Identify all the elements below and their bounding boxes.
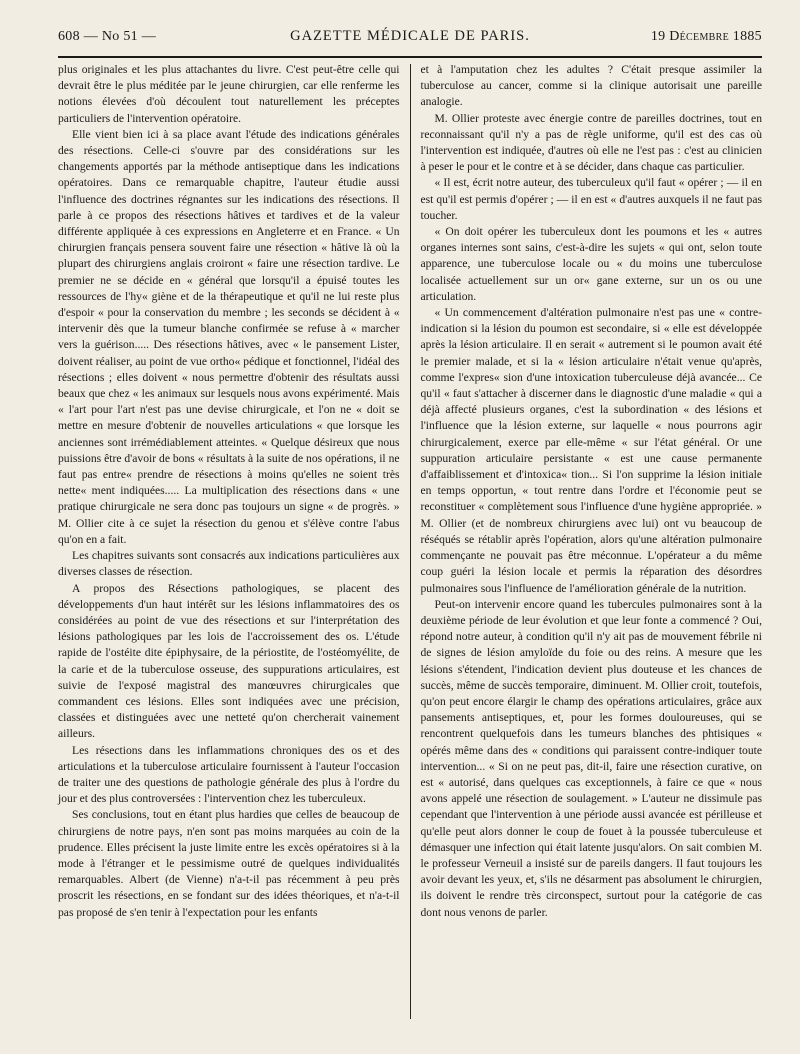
paragraph: « Il est, écrit notre auteur, des tuberculeux qu'il faut « opérer ; — il en est qu'il est permis d'opérer ; — il en est « d'autres auxquels il ne faut pas toucher. — [420, 176, 763, 222]
paragraph: Elle vient bien ici à sa place avant l'étude des indications générales des résections. Celle-ci s'ouvre par des considérations sur les changements apportés par la méthode antiseptique dans les indications opératoires. Dans ce remarquable chapitre, l'auteur étudie aussi l'influence des doctrines régnantes sur les indications des résections. Il parle à ce propos des résections hâtives et tardives et de la valeur différente appliquée à ces expressions en Angleterre et en France. « Un chirurgien français pensera souvent faire une résection « hâtive là où la plupart des chirurgiens anglais croiront « faire une résection tardive. Le premier ne se décide en « général que lorsqu'il a épuisé toutes les ressources de l'hy« giène et de la thérapeutique et qu'il ne lui reste plus d'espoir « pour la conservation du membre ; les seconds se décident à « intervenir dès que la tumeur blanche confirmée se refuse à « marcher vers la guérison..... Des résections hâtives, avec « le pansement Lister, doivent réaliser, au point de vue ortho« pédique et fonctionnel, l'idéal des résections ; elles doivent « nous permettre d'obtenir des résultats aussi beaux que chez « les animaux sur lesquels nous avons expérimenté. Mais « l'art pour l'art n'est pas une devise chirurgicale, et l'on ne « doit se mettre en mesure d'obtenir de nouvelles articulations « que lorsque les anciennes sont irrémédiablement atteintes. « Quelque désireux que nous puissions être d'avoir de bons « résultats à la suite de nos opérations, il ne faut pas entre« prendre de résections à moins qu'elles ne soient très nette« ment indiquées..... La multiplication des résections dans « une pratique chirurgicale ne sera donc pas toujours un signe « de progrès. » M. Ollier cite à ce sujet la résection du genou et s'élève contre l'abus qu'on en a fait. — [58, 127, 400, 546]
paragraph: Les chapitres suivants sont consacrés aux indications particulières aux diverses classes de résection. — [58, 549, 400, 579]
header-left — [58, 29, 238, 45]
page-number: 608 — [58, 29, 80, 44]
paragraph: A propos des Résections pathologiques, se placent des développements d'un haut intérêt sur les lésions inflammatoires des os considérées au point de vue des résections et sur l'interprétation des lésions pathologiques par les lois de l'accroissement des os. L'étude rapide de l'ostéite dite épiphysaire, de la périostite, de l'ostéomyélite, de la carie et de la tuberculose osseuse, des suppurations articulaires, est suivie de l'exposé magistral des manœuvres chirurgicales que commandent ces lésions. Elles sont indiquées avec une précision, classées et distinguées avec une netteté qu'on chercherait vainement ailleurs. — [58, 581, 400, 741]
issue-number: — No 51 — — [83, 29, 157, 44]
left-column — [58, 62, 400, 1019]
paragraph: « On doit opérer les tuberculeux dont les poumons et les « autres organes internes sont sains, c'est-à-dire les sujets « qui ont, selon toute apparence, une tuberculose locale ou « du moins une tuberculose localisée actuellement sur un or« gane externe, sur un os ou une articulation. — [420, 225, 763, 303]
paragraph: Ses conclusions, tout en étant plus hardies que celles de beaucoup de chirurgiens de notre pays, n'en sont pas moins marquées au coin de la prudence. Elles précisent la juste limite entre les excès opératoires si à la mode à l'étranger et le pessimisme outré de quelques individualités remarquables. Albert (de Vienne) n'a-t-il pas récemment à peu près proscrit les résections, en se fondant sur des idées théoriques, et n'a-t-il pas proposé de s'en tenir à l'expectation pour les enfants — [58, 808, 400, 919]
paragraph: M. Ollier proteste avec énergie contre de pareilles doctrines, tout en reconnaissant qu'il n'y a pas de règle uniforme, qu'il est des cas où l'intervention est indiquée, d'autres où elle ne l'est pas : c'est au clinicien à peser le pour et le contre et à se décider, dans chaque cas particulier. — [420, 111, 763, 174]
text-columns — [58, 62, 762, 1019]
page-header — [58, 28, 762, 50]
issue-date: 19 Décembre 1885 — [650, 29, 762, 44]
journal-title: GAZETTE MÉDICALE DE PARIS. — [290, 28, 530, 44]
column-divider — [410, 64, 411, 1019]
right-column — [421, 62, 763, 1019]
paragraph: Les résections dans les inflammations chroniques des os et des articulations et la tuberculose articulaire fournissent à l'auteur l'occasion de traiter une des questions de pathologie générale des plus à l'ordre du jour et des plus controversées : l'intervention chez les tuberculeux. — [58, 743, 400, 806]
paragraph: et à l'amputation chez les adultes ? C'était presque assimiler la tuberculose au cancer, comme si la clinique autorisait une pareille analogie. — [420, 63, 763, 109]
paragraph: « Un commencement d'altération pulmonaire n'est pas une « contre-indication si la lésion du poumon est secondaire, si « elle est développée après la lésion articulaire. Il en serait « autrement si le poumon avait été le premier malade, et si la « lésion articulaire n'était venue qu'après, comme l'expres« sion d'une intoxication tuberculeuse déjà avancée... Ce qu'il « faut s'attacher à discerner dans le diagnostic d'une maladie « qui a déjà affecté plusieurs organes, c'est la subordination « des lésions et l'influence que la lésion externe, sur laquelle « nous pourrons agir chirurgicalement, exerce par elle-même « sur l'état général. Or une suppuration articulaire persistante « est une cause permanente d'affaiblissement et d'intoxica« tion... Si l'on supprime la lésion initiale en temps opportun, « tout rentre dans l'ordre et l'économie peut se reconstituer « complètement sous l'influence d'une hygiène appropriée. » M. Ollier (et de nombreux chirurgiens avec lui) ont vu beaucoup de réséqués se rétablir après l'opération, alors qu'une altération pulmonaire commençante ne pouvait pas être méconnue. L'opérateur a du même coup guéri la lésion locale et permis la réparation des désordres pulmonaires sous l'influence de l'amélioration générale de la nutrition. — [420, 306, 763, 595]
paragraph: Peut-on intervenir encore quand les tubercules pulmonaires sont à la deuxième période de leur évolution et que leur fonte a commencé ? Oui, répond notre auteur, à condition qu'il n'y ait pas de mouvement fébrile ni de signes de lésion amyloïde du foie ou des reins. A mesure que les lésions s'étendent, l'indication devient plus douteuse et les chances de succès, même de succès temporaire, diminuent. M. Ollier croit, toutefois, qu'on peut encore élargir le champ des opérations articulaires, grâce aux pansements antiseptiques, et, pour les formes douloureuses, qui se rencontrent quelquefois dans les tumeurs blanches des phtisiques « opérés même dans des « conditions qui paraissent contre-indiquer toute intervention... « Si on ne peut pas, dit-il, faire une résection curative, on est « autorisé, dans quelques cas exceptionnels, à faire ce que « nous avons appelé une résection de soulagement. » L'auteur ne dissimule pas cependant que l'intervention à une période aussi avancée est périlleuse et qu'elle peut alors donner le coup de fouet à la poussée tuberculeuse et démasquer une infection qui était latente jusqu'alors. On sait combien M. le professeur Verneuil a insisté sur de pareils dangers. Il faut toujours les avoir devant les yeux, et, s'ils ne désarment pas absolument le chirurgien, ils doivent le rendre très circonspect, surtout pour la catégorie de cas dont nous venons de parler. — [420, 597, 763, 919]
paragraph: plus originales et les plus attachantes du livre. C'est peut-être celle qui devrait être le plus méditée par le jeune chirurgien, car elle renferme les notions élevées d'où découlent tout naturellement les préceptes particuliers de l'intervention opératoire. — [58, 63, 400, 125]
header-rule — [58, 56, 762, 58]
